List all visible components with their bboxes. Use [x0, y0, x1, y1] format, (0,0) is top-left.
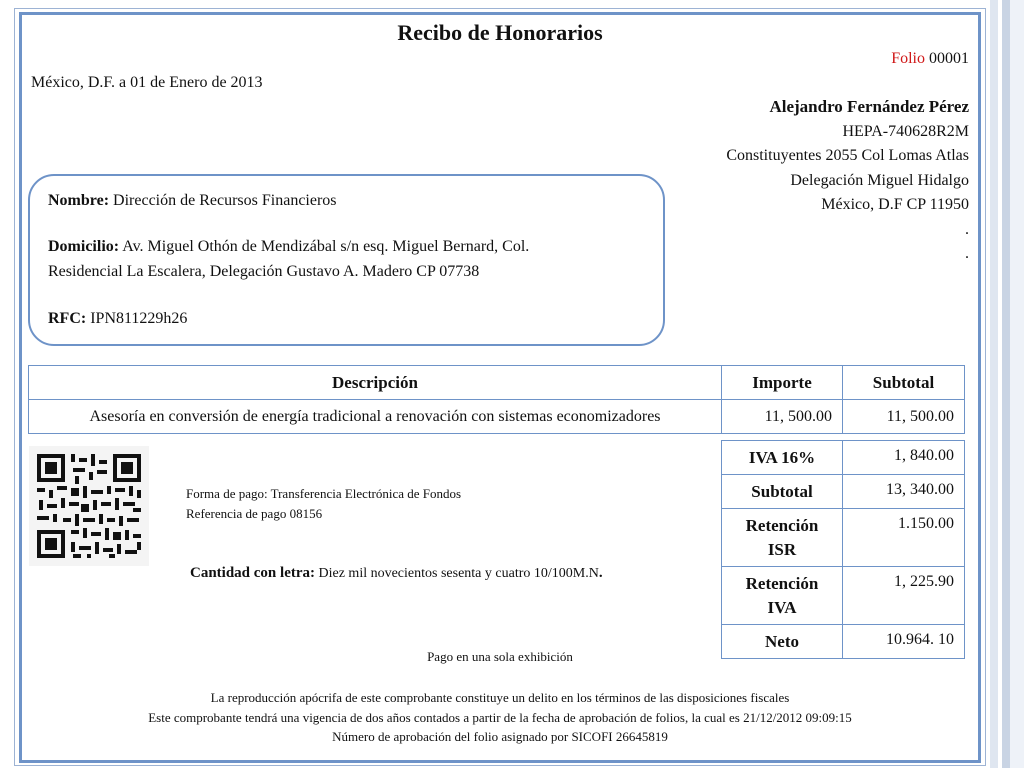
- client-name-label: Nombre:: [48, 192, 110, 209]
- place-date: México, D.F. a 01 de Enero de 2013: [31, 74, 263, 91]
- items-header-row: [29, 366, 965, 400]
- ret-isr-label-line1: Retención: [745, 515, 819, 535]
- totals-row-ret-isr: [722, 509, 965, 567]
- amount-in-words: [190, 565, 603, 582]
- iva-label: IVA 16%: [722, 441, 843, 475]
- neto-value: 10.964. 10: [843, 625, 965, 659]
- totals-table: [721, 440, 965, 659]
- client-address-line2: Residencial La Escalera, Delegación Gustavo A. Madero CP 07738: [48, 263, 480, 280]
- table-row: [29, 400, 965, 434]
- legal-notice: [0, 688, 1000, 747]
- client-rfc-row: [48, 310, 187, 328]
- item-importe: 11, 500.00: [722, 400, 843, 434]
- amount-words-end: .: [598, 565, 603, 581]
- client-rfc: IPN811229h26: [90, 310, 188, 327]
- client-name-row: [48, 192, 337, 210]
- subtotal-value: 13, 340.00: [843, 475, 965, 509]
- ret-isr-value: 1.150.00: [843, 509, 965, 567]
- folio: [891, 50, 969, 68]
- items-table: [28, 365, 965, 434]
- ret-isr-label-line2: ISR: [767, 539, 797, 559]
- legal-line-2: Este comprobante tendrá una vigencia de dos años contados a partir de la fecha de aprobación de folios, la cual es 21/12/2012 09:09:15: [148, 709, 852, 725]
- client-address-line1: Av. Miguel Othón de Mendizábal s/n esq. Miguel Bernard, Col.: [122, 238, 530, 255]
- iva-value: 1, 840.00: [843, 441, 965, 475]
- client-box: [28, 174, 665, 346]
- header-description: Descripción: [29, 366, 722, 400]
- legal-line-1: La reproducción apócrifa de este comprobante constituye un delito en los términos de las disposiciones fiscales: [210, 690, 790, 705]
- client-address-row: [48, 238, 529, 256]
- issuer-dot-1: .: [965, 220, 969, 238]
- payment-info: [186, 484, 461, 524]
- amount-words-label: Cantidad con letra:: [190, 565, 315, 581]
- qr-code-icon: [29, 446, 149, 566]
- client-rfc-label: RFC:: [48, 310, 87, 327]
- header-subtotal: Subtotal: [843, 366, 965, 400]
- issuer-address-line1: Constituyentes 2055 Col Lomas Atlas: [726, 147, 969, 164]
- client-name: Dirección de Recursos Financieros: [113, 192, 337, 209]
- totals-row-ret-iva: [722, 567, 965, 625]
- issuer-address-line3: México, D.F CP 11950: [821, 196, 969, 213]
- totals-row-subtotal: [722, 475, 965, 509]
- ret-iva-label-line1: Retención: [745, 573, 819, 593]
- payment-method: Forma de pago: Transferencia Electrónica de Fondos: [186, 486, 462, 501]
- issuer-block: [726, 95, 969, 267]
- receipt-title: Recibo de Honorarios: [397, 20, 603, 45]
- header-importe: Importe: [722, 366, 843, 400]
- ret-iva-value: 1, 225.90: [843, 567, 965, 625]
- folio-label: Folio: [891, 50, 925, 67]
- item-subtotal: 11, 500.00: [843, 400, 965, 434]
- legal-line-3: Número de aprobación del folio asignado por SICOFI 26645819: [332, 729, 668, 744]
- ret-iva-label-line2: IVA: [767, 597, 797, 617]
- issuer-dot-2: .: [965, 245, 969, 262]
- issuer-address-line2: Delegación Miguel Hidalgo: [790, 171, 969, 189]
- payment-reference: Referencia de pago 08156: [186, 506, 323, 521]
- client-address-label: Domicilio:: [48, 238, 120, 255]
- issuer-rfc: HEPA-740628R2M: [842, 122, 969, 140]
- neto-label: Neto: [722, 625, 843, 659]
- subtotal-label: Subtotal: [722, 475, 843, 509]
- folio-number: 00001: [929, 50, 969, 67]
- ret-iva-label: [722, 567, 843, 625]
- single-payment-note: Pago en una sola exhibición: [427, 649, 573, 664]
- ret-isr-label: [722, 509, 843, 567]
- issuer-name: Alejandro Fernández Pérez: [769, 97, 969, 116]
- amount-words: Diez mil novecientos sesenta y cuatro 10/100M.N: [318, 566, 599, 581]
- item-description: Asesoría en conversión de energía tradicional a renovación con sistemas economizadores: [29, 400, 722, 434]
- totals-row-iva: [722, 441, 965, 475]
